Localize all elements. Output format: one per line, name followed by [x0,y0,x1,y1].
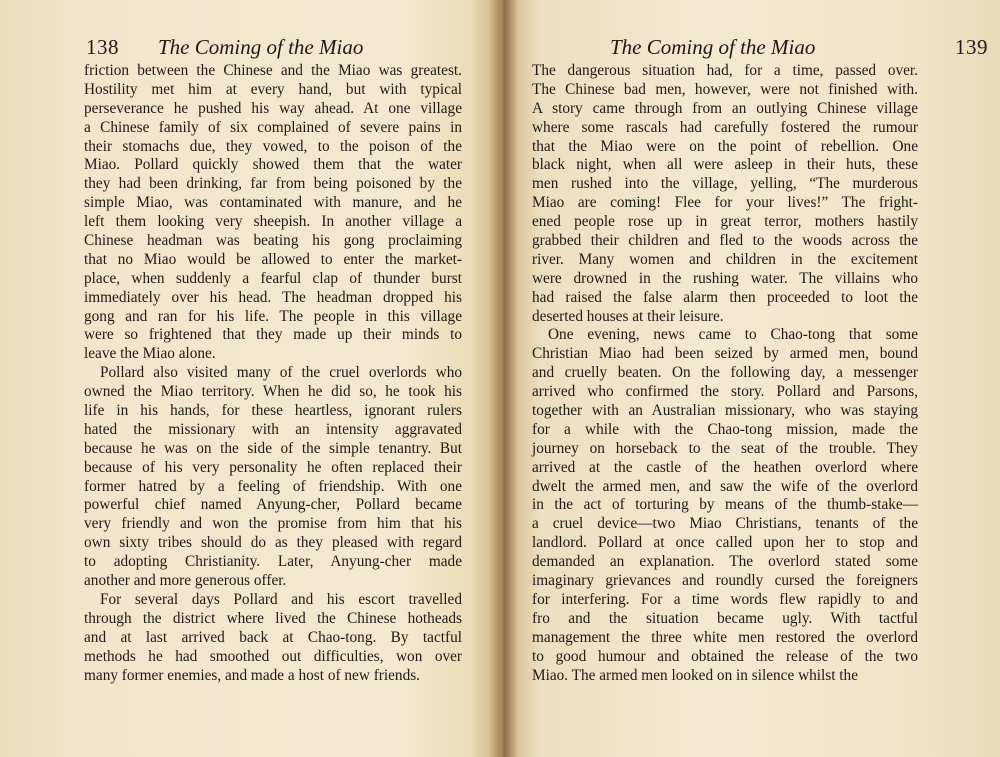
text-line: life in his hands, for these heartless, ignorant rulers [84,402,462,420]
text-line: leave the Miao alone. [84,345,216,363]
text-line: to adopting Christianity. Later, Anyung-cher made [84,553,462,571]
paragraph [532,62,918,326]
right-page-header [610,32,988,62]
text-line: a cruel device—two Miao Christians, tenants of the [532,515,918,533]
text-line: methods he had smoothed out difficulties, won over [84,647,462,665]
text-line: together with an Australian missionary, who was staying [532,402,918,420]
text-line: Chinese headman was beating his gong proclaiming [84,232,462,250]
text-line: men rushed into the village, yelling, “The murderous [532,175,918,193]
text-line: imaginary grievances and roundly cursed the foreigners [532,572,918,590]
text-line: were so frightened that they made up their minds to [84,326,462,344]
text-line: hated the missionary with an intensity aggravated [84,420,462,438]
text-line: A story came through from an outlying Chinese village [532,99,918,117]
text-line: because of his very personality he often replaced their [84,458,462,476]
text-line: and cruelly beaten. On the following day, a messenger [532,364,918,382]
text-line: where some rascals had carefully fostered the rumour [532,118,918,136]
text-line: For several days Pollard and his escort travelled [100,590,462,608]
text-line: Pollard also visited many of the cruel overlords who [100,364,462,382]
text-line: friction between the Chinese and the Miao was greatest. [84,62,462,79]
left-page-header [86,32,462,62]
text-line: own sixty tribes should do as they pleased with regard [84,534,462,552]
text-line: former hatred by a feeling of friendship. With one [84,477,462,495]
left-page-number: 138 [86,35,119,59]
text-line: arrived who confirmed the story. Pollard and Parsons, [532,383,918,401]
paragraph [84,62,462,364]
paragraph [84,364,462,591]
text-line: management the three white men restored the overlord [532,628,918,646]
text-line: arrived at the castle of the heathen overlord where [532,458,918,476]
text-line: river. Many women and children in the excitement [532,250,918,268]
paragraph [84,591,462,685]
text-line: immediately over his head. The headman dropped his [84,288,462,306]
text-line: demanded an explanation. The overlord stated some [532,553,918,571]
text-line: Miao are coming! Flee for your lives!” The fright- [532,194,918,212]
text-line: fro and the situation became ugly. With tactful [532,609,918,627]
text-line: many former enemies, and made a host of new friends. [84,666,420,684]
text-line: in the act of torturing by means of the thumb-stake— [532,496,918,514]
right-page-number: 139 [955,35,988,59]
text-line: grabbed their children and fled to the woods across the [532,232,918,250]
text-line: journey on horseback to the seat of the trouble. They [532,439,918,457]
text-line: had raised the false alarm then proceeded to loot the [532,288,918,306]
text-line: that no Miao would be allowed to enter the market- [84,250,462,268]
right-page-text [532,62,918,685]
text-line: were drowned in the rushing water. The villains who [532,269,918,287]
text-line: The dangerous situation had, for a time, passed over. [532,62,918,79]
text-line: perseverance he pushed his way ahead. At one village [84,99,462,117]
text-line: they had been drinking, far from being poisoned by the [84,175,462,193]
text-line: and at last arrived back at Chao-tong. By tactful [84,628,462,646]
text-line: place, when suddenly a fearful clap of thunder burst [84,269,462,287]
text-line: Christian Miao had been seized by armed men, bound [532,345,918,363]
text-line: left them looking very sheepish. In another village a [84,213,462,231]
text-line: One evening, news came to Chao-tong that some [548,326,918,344]
right-page [512,0,1000,757]
text-line: ened people rose up in great terror, mothers hastily [532,213,918,231]
text-line: for a while with the Chao-tong mission, made the [532,420,918,438]
left-page-text [84,62,462,685]
text-line: to good humour and obtained the release of the two [532,647,918,665]
text-line: landlord. Pollard at once called upon her to stop and [532,534,918,552]
left-running-title: The Coming of the Miao [158,35,364,59]
text-line: dwelt the armed men, and saw the wife of the overlord [532,477,918,495]
text-line: their stomachs due, they vowed, to the poison of the [84,137,462,155]
text-line: very friendly and won the promise from him that his [84,515,462,533]
text-line: The Chinese bad men, however, were not finished with. [532,80,918,98]
text-line: powerful chief named Anyung-cher, Pollard became [84,496,462,514]
text-line: gong and ran for his life. The people in this village [84,307,462,325]
text-line: that the Miao were on the point of rebellion. One [532,137,918,155]
text-line: Miao. The armed men looked on in silence whilst the [532,666,858,684]
text-line: black night, when all were asleep in their huts, these [532,156,918,174]
text-line: Miao. Pollard quickly showed them that the water [84,156,462,174]
text-line: simple Miao, was contaminated with manure, and he [84,194,462,212]
text-line: owned the Miao territory. When he did so, he took his [84,383,462,401]
right-running-title: The Coming of the Miao [610,35,816,59]
text-line: Hostility met him at every hand, but with typical [84,80,462,98]
text-line: a Chinese family of six complained of severe pains in [84,118,462,136]
text-line: for interfering. For a time words flew rapidly to and [532,590,918,608]
paragraph [532,326,918,685]
text-line: another and more generous offer. [84,572,287,590]
text-line: through the district where lived the Chinese hotheads [84,609,462,627]
text-line: deserted houses at their leisure. [532,307,724,325]
text-line: because he was on the side of the simple tenantry. But [84,439,462,457]
